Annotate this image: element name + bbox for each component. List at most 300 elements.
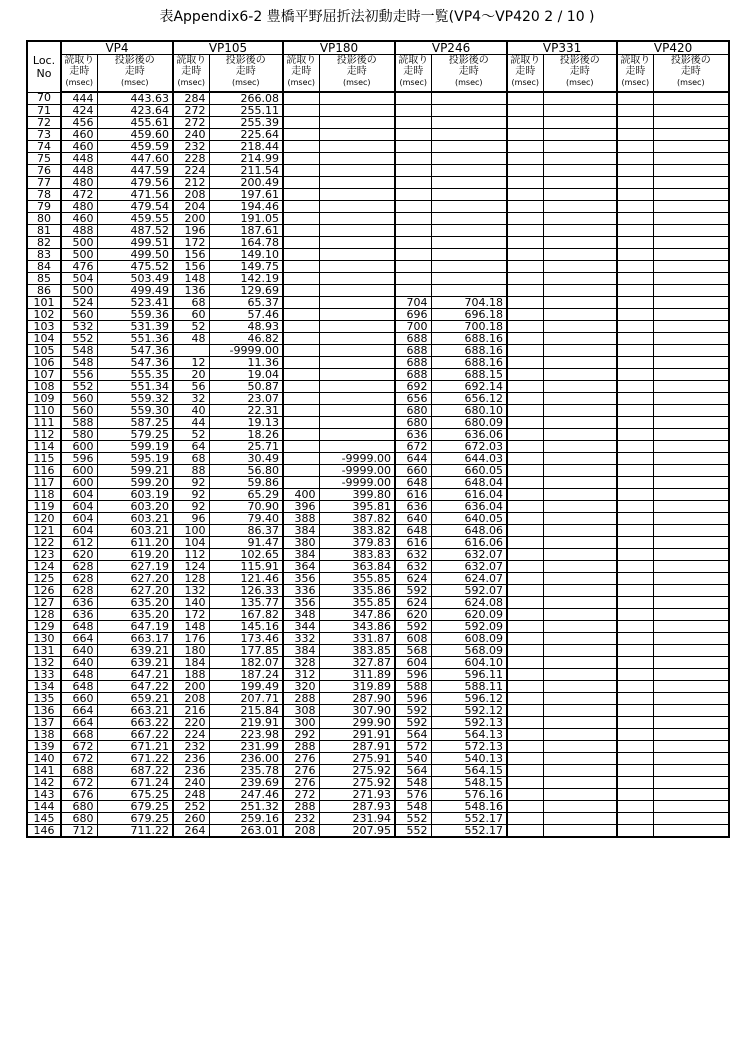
projected-time-cell [653, 549, 729, 561]
loc-number-cell: 75 [27, 153, 61, 165]
raw-time-cell: 248 [173, 789, 209, 801]
projected-time-cell [653, 633, 729, 645]
projected-time-cell [319, 177, 395, 189]
projected-time-cell: 455.61 [97, 117, 173, 129]
projected-time-cell: 635.20 [97, 597, 173, 609]
projected-time-cell: 236.00 [209, 753, 283, 765]
loc-number-cell: 106 [27, 357, 61, 369]
projected-time-cell [543, 489, 617, 501]
raw-time-cell [283, 261, 319, 273]
raw-time-cell: 460 [61, 141, 97, 153]
raw-time-cell [507, 405, 543, 417]
raw-time-cell [283, 453, 319, 465]
raw-time-cell: 388 [283, 513, 319, 525]
table-row [27, 777, 729, 789]
projected-time-cell [543, 501, 617, 513]
projected-time-cell: 231.99 [209, 741, 283, 753]
projected-time-cell: 287.90 [319, 693, 395, 705]
projected-time-cell: 30.49 [209, 453, 283, 465]
table-row [27, 165, 729, 177]
raw-time-cell: 320 [283, 681, 319, 693]
projected-time-cell: 200.49 [209, 177, 283, 189]
raw-time-cell: 276 [283, 753, 319, 765]
projected-time-cell: 663.22 [97, 717, 173, 729]
projected-time-cell: 671.22 [97, 753, 173, 765]
projected-time-cell: 659.21 [97, 693, 173, 705]
raw-time-cell [283, 321, 319, 333]
projected-time-cell: 704.18 [431, 297, 507, 309]
raw-time-cell: 68 [173, 297, 209, 309]
projected-time-cell: 19.04 [209, 369, 283, 381]
projected-time-cell: 219.91 [209, 717, 283, 729]
raw-time-cell: 636 [61, 609, 97, 621]
projected-time-cell: 679.25 [97, 813, 173, 825]
raw-time-cell [507, 705, 543, 717]
raw-time-cell [617, 633, 653, 645]
projected-time-cell: 299.90 [319, 717, 395, 729]
raw-time-cell [617, 165, 653, 177]
projected-time-cell: 149.75 [209, 261, 283, 273]
raw-time-cell: 460 [61, 129, 97, 141]
projected-time-cell [543, 285, 617, 297]
raw-time-cell: 620 [61, 549, 97, 561]
projected-time-cell [653, 213, 729, 225]
projected-time-cell [543, 357, 617, 369]
table-row [27, 813, 729, 825]
table-row [27, 465, 729, 477]
raw-time-cell: 700 [395, 321, 431, 333]
raw-time-cell [617, 465, 653, 477]
raw-time-cell: 608 [395, 633, 431, 645]
raw-time-cell [507, 153, 543, 165]
raw-time-cell [283, 92, 319, 105]
projected-time-cell: 443.63 [97, 92, 173, 105]
raw-time-cell [617, 369, 653, 381]
group-header-vp180: VP180 [283, 41, 395, 55]
projected-time-cell: 499.50 [97, 249, 173, 261]
table-row [27, 213, 729, 225]
projected-time-cell: 121.46 [209, 573, 283, 585]
raw-time-cell [617, 273, 653, 285]
projected-time-cell: 620.09 [431, 609, 507, 621]
raw-time-cell [395, 141, 431, 153]
projected-time-cell: 91.47 [209, 537, 283, 549]
raw-time-cell [507, 549, 543, 561]
projected-time-cell: 672.03 [431, 441, 507, 453]
raw-time-cell: 356 [283, 597, 319, 609]
raw-time-cell [617, 405, 653, 417]
raw-time-cell: 212 [173, 177, 209, 189]
raw-time-cell [507, 297, 543, 309]
table-row [27, 789, 729, 801]
projected-time-header: 投影後の 走時 (msec) [543, 55, 617, 93]
loc-number-cell: 127 [27, 597, 61, 609]
raw-time-cell [283, 345, 319, 357]
raw-time-cell: 548 [395, 777, 431, 789]
raw-time-cell: 632 [395, 561, 431, 573]
raw-time-cell [507, 417, 543, 429]
loc-no-header: Loc. No [27, 41, 61, 92]
projected-time-cell: 603.21 [97, 513, 173, 525]
raw-time-cell: 580 [61, 429, 97, 441]
raw-time-cell [617, 393, 653, 405]
raw-time-cell: 284 [173, 92, 209, 105]
raw-time-cell: 660 [61, 693, 97, 705]
table-row [27, 669, 729, 681]
loc-number-cell: 129 [27, 621, 61, 633]
raw-time-cell: 640 [61, 645, 97, 657]
raw-time-cell [507, 801, 543, 813]
raw-time-cell: 356 [283, 573, 319, 585]
projected-time-cell: 696.18 [431, 309, 507, 321]
projected-time-cell [653, 717, 729, 729]
raw-time-header: 読取り 走時 (msec) [61, 55, 97, 93]
loc-number-cell: 71 [27, 105, 61, 117]
projected-time-cell: 635.20 [97, 609, 173, 621]
raw-time-cell: 448 [61, 153, 97, 165]
raw-time-cell: 172 [173, 237, 209, 249]
projected-time-cell [319, 369, 395, 381]
projected-time-cell: 383.82 [319, 525, 395, 537]
raw-time-cell [283, 249, 319, 261]
projected-time-cell [653, 297, 729, 309]
projected-time-cell: 644.03 [431, 453, 507, 465]
projected-time-cell: 259.16 [209, 813, 283, 825]
projected-time-cell [653, 405, 729, 417]
loc-number-cell: 86 [27, 285, 61, 297]
projected-time-cell: -9999.00 [209, 345, 283, 357]
raw-time-cell: 300 [283, 717, 319, 729]
projected-time-header: 投影後の 走時 (msec) [97, 55, 173, 93]
projected-time-cell [319, 141, 395, 153]
raw-time-cell: 472 [61, 189, 97, 201]
projected-time-cell: 599.19 [97, 441, 173, 453]
projected-time-cell: 592.09 [431, 621, 507, 633]
projected-time-cell: 56.80 [209, 465, 283, 477]
projected-time-cell: 616.04 [431, 489, 507, 501]
subheader-row [27, 55, 729, 93]
projected-time-cell: 548.16 [431, 801, 507, 813]
raw-time-cell: 688 [395, 345, 431, 357]
projected-time-cell [543, 657, 617, 669]
raw-time-cell: 648 [61, 681, 97, 693]
projected-time-cell: 648.06 [431, 525, 507, 537]
table-row [27, 825, 729, 838]
projected-time-cell: 355.85 [319, 597, 395, 609]
projected-time-cell: 647.21 [97, 669, 173, 681]
projected-time-cell: 627.20 [97, 585, 173, 597]
raw-time-cell: 696 [395, 309, 431, 321]
table-row [27, 801, 729, 813]
projected-time-cell: 632.07 [431, 561, 507, 573]
raw-time-cell [507, 645, 543, 657]
projected-time-cell: -9999.00 [319, 465, 395, 477]
projected-time-cell [319, 429, 395, 441]
projected-time-cell: 25.71 [209, 441, 283, 453]
projected-time-cell [653, 177, 729, 189]
page-title: 表Appendix6-2 豊橋平野屈折法初動走時一覧(VP4～VP420 2 / 10 ) [159, 9, 595, 25]
projected-time-cell [653, 249, 729, 261]
raw-time-cell: 560 [61, 405, 97, 417]
raw-time-cell: 604 [61, 513, 97, 525]
raw-time-cell [283, 189, 319, 201]
projected-time-cell [653, 813, 729, 825]
projected-time-cell: 291.91 [319, 729, 395, 741]
projected-time-cell [543, 549, 617, 561]
raw-time-cell [507, 729, 543, 741]
raw-time-cell [617, 705, 653, 717]
projected-time-cell [543, 441, 617, 453]
table-row [27, 92, 729, 105]
projected-time-cell: 447.59 [97, 165, 173, 177]
raw-time-cell [617, 117, 653, 129]
loc-number-cell: 111 [27, 417, 61, 429]
raw-time-cell [617, 285, 653, 297]
table-row [27, 453, 729, 465]
raw-time-cell: 552 [395, 813, 431, 825]
table-row [27, 609, 729, 621]
table-row [27, 405, 729, 417]
raw-time-cell [507, 585, 543, 597]
projected-time-cell [319, 201, 395, 213]
loc-number-cell: 108 [27, 381, 61, 393]
projected-time-cell: 627.19 [97, 561, 173, 573]
projected-time-cell: 599.21 [97, 465, 173, 477]
projected-time-cell: 588.11 [431, 681, 507, 693]
raw-time-cell: 132 [173, 585, 209, 597]
projected-time-cell: 57.46 [209, 309, 283, 321]
projected-time-cell: 479.54 [97, 201, 173, 213]
table-row [27, 657, 729, 669]
table-row [27, 489, 729, 501]
raw-time-cell: 692 [395, 381, 431, 393]
raw-time-cell [507, 765, 543, 777]
raw-time-cell: 480 [61, 201, 97, 213]
raw-time-cell: 240 [173, 777, 209, 789]
projected-time-cell: 639.21 [97, 645, 173, 657]
table-row [27, 501, 729, 513]
raw-time-cell [617, 597, 653, 609]
projected-time-cell: 11.36 [209, 357, 283, 369]
raw-time-cell: 628 [61, 573, 97, 585]
projected-time-cell [653, 765, 729, 777]
projected-time-cell [653, 753, 729, 765]
projected-time-cell [543, 129, 617, 141]
projected-time-cell: 587.25 [97, 417, 173, 429]
projected-time-cell: 548.15 [431, 777, 507, 789]
raw-time-cell: 128 [173, 573, 209, 585]
raw-time-cell [507, 309, 543, 321]
raw-time-cell: 476 [61, 261, 97, 273]
projected-time-cell [543, 609, 617, 621]
raw-time-cell: 540 [395, 753, 431, 765]
raw-time-cell [283, 141, 319, 153]
raw-time-cell: 616 [395, 489, 431, 501]
projected-time-cell [543, 561, 617, 573]
projected-time-cell: 596.11 [431, 669, 507, 681]
raw-time-header: 読取り 走時 (msec) [395, 55, 431, 93]
raw-time-cell [507, 669, 543, 681]
raw-time-cell [507, 105, 543, 117]
projected-time-cell [653, 309, 729, 321]
raw-time-cell [507, 681, 543, 693]
raw-time-cell [617, 213, 653, 225]
projected-time-cell: 656.12 [431, 393, 507, 405]
raw-time-cell [507, 201, 543, 213]
raw-time-cell [507, 693, 543, 705]
projected-time-cell: 619.20 [97, 549, 173, 561]
raw-time-cell [617, 813, 653, 825]
projected-time-cell [543, 777, 617, 789]
projected-time-cell [543, 105, 617, 117]
projected-time-cell [653, 165, 729, 177]
raw-time-cell: 292 [283, 729, 319, 741]
projected-time-cell [543, 249, 617, 261]
raw-time-cell [617, 477, 653, 489]
projected-time-header: 投影後の 走時 (msec) [209, 55, 283, 93]
projected-time-cell: 459.60 [97, 129, 173, 141]
raw-time-cell: 328 [283, 657, 319, 669]
projected-time-cell: 70.90 [209, 501, 283, 513]
raw-time-cell: 224 [173, 729, 209, 741]
raw-time-cell [507, 609, 543, 621]
loc-number-cell: 77 [27, 177, 61, 189]
projected-time-cell: 275.91 [319, 753, 395, 765]
raw-time-cell: 596 [395, 669, 431, 681]
raw-time-cell: 624 [395, 597, 431, 609]
projected-time-cell [431, 225, 507, 237]
projected-time-cell [319, 309, 395, 321]
projected-time-cell: 564.13 [431, 729, 507, 741]
raw-time-cell [617, 717, 653, 729]
projected-time-cell: 79.40 [209, 513, 283, 525]
projected-time-cell [543, 117, 617, 129]
loc-number-cell: 85 [27, 273, 61, 285]
raw-time-cell [617, 357, 653, 369]
loc-number-cell: 72 [27, 117, 61, 129]
projected-time-cell: 383.85 [319, 645, 395, 657]
table-row [27, 633, 729, 645]
raw-time-cell [507, 117, 543, 129]
projected-time-cell [319, 381, 395, 393]
raw-time-cell [617, 825, 653, 838]
projected-time-cell [319, 117, 395, 129]
projected-time-cell: 667.22 [97, 729, 173, 741]
raw-time-cell [617, 453, 653, 465]
raw-time-cell: 260 [173, 813, 209, 825]
raw-time-cell: 640 [61, 657, 97, 669]
table-row [27, 705, 729, 717]
raw-time-cell [395, 177, 431, 189]
raw-time-cell: 672 [61, 753, 97, 765]
raw-time-cell [395, 213, 431, 225]
table-row [27, 333, 729, 345]
raw-time-cell [507, 537, 543, 549]
raw-time-cell: 560 [61, 309, 97, 321]
projected-time-cell: 239.69 [209, 777, 283, 789]
raw-time-cell [283, 357, 319, 369]
raw-time-cell [507, 273, 543, 285]
projected-time-cell: 627.20 [97, 573, 173, 585]
raw-time-cell: 264 [173, 825, 209, 838]
raw-time-cell [507, 777, 543, 789]
projected-time-cell [543, 369, 617, 381]
projected-time-cell: 86.37 [209, 525, 283, 537]
projected-time-cell: 595.19 [97, 453, 173, 465]
projected-time-cell: 126.33 [209, 585, 283, 597]
projected-time-cell: 18.26 [209, 429, 283, 441]
projected-time-cell [653, 237, 729, 249]
raw-time-cell [617, 429, 653, 441]
projected-time-cell: 231.94 [319, 813, 395, 825]
raw-time-cell: 48 [173, 333, 209, 345]
raw-time-cell: 124 [173, 561, 209, 573]
projected-time-cell: 552.17 [431, 825, 507, 838]
projected-time-cell: 327.87 [319, 657, 395, 669]
raw-time-cell: 460 [61, 213, 97, 225]
projected-time-cell [543, 477, 617, 489]
raw-time-cell [617, 177, 653, 189]
raw-time-cell: 564 [395, 729, 431, 741]
table-header [27, 41, 729, 92]
projected-time-cell [431, 273, 507, 285]
loc-number-cell: 128 [27, 609, 61, 621]
raw-time-cell: 12 [173, 357, 209, 369]
projected-time-cell: 479.56 [97, 177, 173, 189]
projected-time-cell [653, 117, 729, 129]
projected-time-cell [319, 237, 395, 249]
raw-time-cell: 208 [173, 189, 209, 201]
table-row [27, 753, 729, 765]
projected-time-cell: 692.14 [431, 381, 507, 393]
projected-time-cell [543, 669, 617, 681]
projected-time-cell [653, 321, 729, 333]
projected-time-cell: 687.22 [97, 765, 173, 777]
raw-time-cell: 148 [173, 621, 209, 633]
projected-time-cell [543, 621, 617, 633]
projected-time-cell: 679.25 [97, 801, 173, 813]
projected-time-cell [431, 201, 507, 213]
raw-time-cell: 572 [395, 741, 431, 753]
loc-number-cell: 144 [27, 801, 61, 813]
raw-time-cell: 556 [61, 369, 97, 381]
projected-time-cell: 663.21 [97, 705, 173, 717]
projected-time-cell: 596.12 [431, 693, 507, 705]
raw-time-cell: 156 [173, 249, 209, 261]
projected-time-cell [653, 261, 729, 273]
raw-time-cell [507, 429, 543, 441]
projected-time-cell: 675.25 [97, 789, 173, 801]
raw-time-cell [395, 225, 431, 237]
projected-time-cell [319, 441, 395, 453]
projected-time-cell [543, 681, 617, 693]
loc-number-cell: 74 [27, 141, 61, 153]
raw-time-cell: 672 [61, 777, 97, 789]
table-row [27, 741, 729, 753]
projected-time-cell: 263.01 [209, 825, 283, 838]
projected-time-cell: 592.13 [431, 717, 507, 729]
projected-time-cell [543, 573, 617, 585]
projected-time-cell [431, 237, 507, 249]
projected-time-cell: 559.32 [97, 393, 173, 405]
raw-time-cell [283, 441, 319, 453]
raw-time-cell: 92 [173, 477, 209, 489]
projected-time-cell: 688.16 [431, 333, 507, 345]
raw-time-cell: 92 [173, 489, 209, 501]
projected-time-cell [319, 297, 395, 309]
raw-time-cell [507, 825, 543, 838]
raw-time-cell [507, 92, 543, 105]
